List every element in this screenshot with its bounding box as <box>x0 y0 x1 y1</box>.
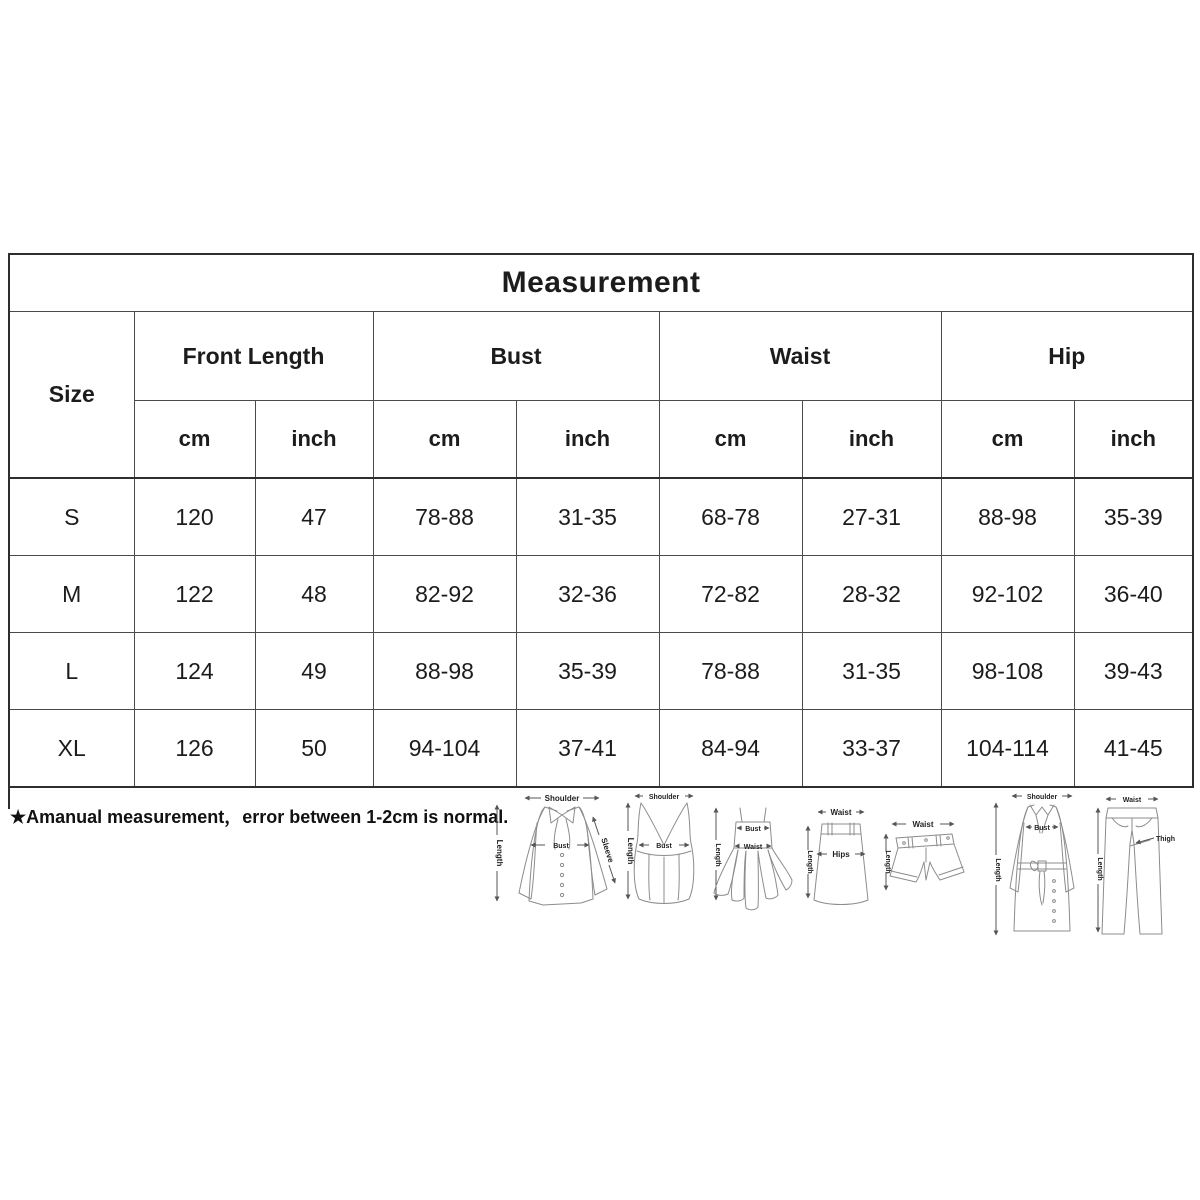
value-cell: 31-35 <box>802 633 941 710</box>
value-cell: 37-41 <box>516 710 659 788</box>
value-cell: 31-35 <box>516 478 659 556</box>
unit-waist-cm: cm <box>659 401 802 479</box>
shorts-length-label: Length <box>884 850 891 874</box>
value-cell: 35-39 <box>516 633 659 710</box>
value-cell: 48 <box>255 556 373 633</box>
table-row-l <box>9 633 1193 710</box>
unit-bust-cm: cm <box>373 401 516 479</box>
pants-sketch-icon <box>1096 797 1175 934</box>
unit-bust-inch: inch <box>516 401 659 479</box>
col-header-bust: Bust <box>373 312 659 401</box>
value-cell: 120 <box>134 478 255 556</box>
tank-top-sketch-icon <box>626 794 694 904</box>
garment-sketches-svg <box>480 788 1190 940</box>
table-row-xl <box>9 710 1193 788</box>
skirt-hips-label: Hips <box>832 850 850 859</box>
garment-measure-diagrams <box>480 788 1190 940</box>
unit-front-length-cm: cm <box>134 401 255 479</box>
unit-waist-inch: inch <box>802 401 941 479</box>
table-row-m <box>9 556 1193 633</box>
value-cell: 78-88 <box>659 633 802 710</box>
coat-bust-label: Bust <box>1034 825 1050 832</box>
skirt-waist-label: Waist <box>830 808 852 817</box>
value-cell: 94-104 <box>373 710 516 788</box>
value-cell: 126 <box>134 710 255 788</box>
coat-length-label: Length <box>994 858 1001 882</box>
table-row-s <box>9 478 1193 556</box>
dress-length-label: Length <box>714 843 721 867</box>
value-cell: 49 <box>255 633 373 710</box>
col-header-hip: Hip <box>941 312 1193 401</box>
dress-bust-label: Bust <box>745 826 761 833</box>
value-cell: 84-94 <box>659 710 802 788</box>
measurement-note: ★Amanual measurement，error between 1-2cm is normal. <box>10 807 509 827</box>
value-cell: 33-37 <box>802 710 941 788</box>
value-cell: 32-36 <box>516 556 659 633</box>
value-cell: 39-43 <box>1074 633 1193 710</box>
value-cell: 88-98 <box>373 633 516 710</box>
coat-shoulder-label: Shoulder <box>1026 794 1058 801</box>
blouse-bust-label: Bust <box>553 843 569 850</box>
value-cell: 72-82 <box>659 556 802 633</box>
tank-shoulder-label: Shoulder <box>648 794 680 801</box>
measurement-table <box>8 253 1194 788</box>
value-cell: 124 <box>134 633 255 710</box>
value-cell: 122 <box>134 556 255 633</box>
table-title: Measurement <box>9 254 1193 312</box>
size-cell: XL <box>9 710 134 788</box>
value-cell: 35-39 <box>1074 478 1193 556</box>
unit-hip-inch: inch <box>1074 401 1193 479</box>
col-header-waist: Waist <box>659 312 941 401</box>
cami-dress-sketch-icon <box>714 808 792 910</box>
value-cell: 98-108 <box>941 633 1074 710</box>
blouse-shoulder-label: Shoulder <box>544 794 580 803</box>
value-cell: 50 <box>255 710 373 788</box>
size-cell: S <box>9 478 134 556</box>
tank-bust-label: Bust <box>656 843 672 850</box>
shorts-waist-label: Waist <box>912 820 934 829</box>
value-cell: 78-88 <box>373 478 516 556</box>
value-cell: 27-31 <box>802 478 941 556</box>
value-cell: 36-40 <box>1074 556 1193 633</box>
skirt-sketch-icon <box>806 808 868 905</box>
value-cell: 28-32 <box>802 556 941 633</box>
size-cell: L <box>9 633 134 710</box>
tank-length-label: Length <box>626 837 635 865</box>
col-header-size: Size <box>9 312 134 479</box>
unit-front-length-inch: inch <box>255 401 373 479</box>
value-cell: 68-78 <box>659 478 802 556</box>
blouse-sketch-icon <box>495 794 616 905</box>
pants-waist-label: Waist <box>1122 797 1142 804</box>
value-cell: 41-45 <box>1074 710 1193 788</box>
value-cell: 82-92 <box>373 556 516 633</box>
trench-coat-sketch-icon <box>994 794 1074 935</box>
pants-length-label: Length <box>1096 857 1103 881</box>
size-cell: M <box>9 556 134 633</box>
skirt-length-label: Length <box>806 850 813 874</box>
value-cell: 47 <box>255 478 373 556</box>
unit-hip-cm: cm <box>941 401 1074 479</box>
shorts-sketch-icon <box>884 820 964 890</box>
value-cell: 104-114 <box>941 710 1074 788</box>
pants-thigh-label: Thigh <box>1156 836 1176 843</box>
dress-waist-label: Waist <box>743 844 763 851</box>
col-header-front-length: Front Length <box>134 312 373 401</box>
blouse-length-label: Length <box>495 839 504 867</box>
value-cell: 88-98 <box>941 478 1074 556</box>
blouse-sleeve-label: Sleeve <box>599 836 616 864</box>
value-cell: 92-102 <box>941 556 1074 633</box>
